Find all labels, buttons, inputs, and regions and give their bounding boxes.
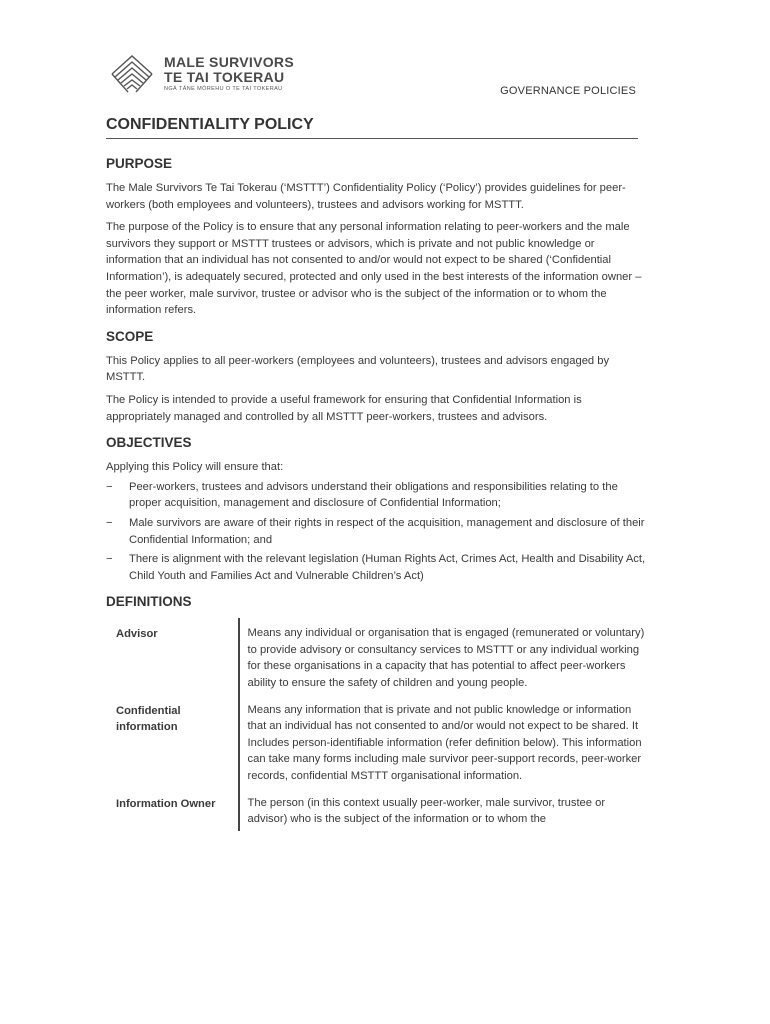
logo-line-2: TE TAI TOKERAU	[164, 69, 285, 85]
title-divider	[106, 138, 638, 139]
bullet-dash: −	[106, 480, 113, 493]
purpose-paragraph-2: The purpose of the Policy is to ensure that any personal information relating to peer-workers and the male survivors they support or MSTTT trustees or advisors, which is private and not public knowledge or information that an individual has not consented to and/or would not expect to be shared (‘Confidential Information’), is adequately secured, protected and only used in the best interests of the information owner – the peer worker, male survivor, trustee or advisor who is the subject of the information or to whom the information refers.	[106, 221, 642, 317]
scope-heading: SCOPE	[106, 328, 154, 344]
definition-term: Advisor	[116, 628, 158, 641]
purpose-paragraph-1: The Male Survivors Te Tai Tokerau (‘MSTTT’) Confidentiality Policy (‘Policy’) provides guidelines for peer-workers (both employees and volunteers), trustees and advisors working for MSTTT.	[106, 182, 626, 211]
list-item-text: Male survivors are aware of their rights in respect of the acquisition, management and disclosure of their Confidential Information; and	[129, 516, 645, 546]
bullet-dash: −	[106, 516, 113, 529]
definition-description: Means any individual or organisation that is engaged (remunerated or voluntary) to provide advisory or consultancy services to MSTTT or any individual working for these organisations in a capacity that has potential to affect peer-workers ability to ensure the safety of children and young people.	[238, 618, 646, 694]
scope-section	[106, 328, 646, 425]
logo-tagline: NGĀ TĀNE MŌREHU O TE TAI TOKERAU	[164, 86, 283, 92]
definition-row	[106, 618, 646, 694]
list-item-text: Peer-workers, trustees and advisors understand their obligations and responsibilities relating to the proper acquisition, management and disclosure of Confidential Information;	[129, 480, 618, 510]
objectives-intro: Applying this Policy will ensure that:	[106, 461, 284, 474]
definition-row	[106, 788, 646, 831]
definition-term: Information Owner	[116, 797, 216, 810]
definitions-table	[106, 618, 646, 831]
definitions-section	[106, 593, 646, 831]
logo-mark-icon	[108, 54, 156, 94]
list-item	[106, 551, 646, 584]
definition-term: Confidential information	[116, 704, 181, 734]
list-item	[106, 515, 646, 548]
definition-row	[106, 695, 646, 788]
organisation-logo	[108, 54, 308, 98]
definition-description: The person (in this context usually peer-worker, male survivor, trustee or advisor) who is the subject of the information or to whom the	[238, 788, 646, 831]
purpose-heading: PURPOSE	[106, 156, 173, 171]
bullet-dash: −	[106, 553, 113, 566]
scope-paragraph-2: The Policy is intended to provide a useful framework for ensuring that Confidential Information is appropriately managed and controlled by all MSTTT peer-workers, trustees and advisors.	[106, 393, 582, 423]
objectives-heading: OBJECTIVES	[106, 435, 192, 451]
purpose-section	[106, 155, 646, 319]
document-body	[106, 155, 646, 840]
list-item-text: There is alignment with the relevant legislation (Human Rights Act, Crimes Act, Health and Disability Act, Child Youth and Families Act and Vulnerable Children’s Act)	[129, 553, 646, 582]
section-label: GOVERNANCE POLICIES	[500, 85, 636, 97]
scope-paragraph-1: This Policy applies to all peer-workers (employees and volunteers), trustees and advisors engaged by MSTTT.	[106, 354, 610, 384]
objectives-list	[106, 479, 646, 585]
document-title: CONFIDENTIALITY POLICY	[106, 116, 314, 133]
definitions-heading: DEFINITIONS	[106, 594, 192, 610]
definition-description: Means any information that is private and not public knowledge or information that an individual has not consented to and/or would not expect to be shared. It Includes person-identifiable information (refer definition below). This information can take many forms including male survivor peer-support records, peer-worker records, confidential MSTTT organisational information.	[238, 695, 646, 788]
list-item	[106, 479, 646, 512]
logo-line-1: MALE SURVIVORS	[164, 54, 294, 70]
objectives-section	[106, 434, 646, 584]
